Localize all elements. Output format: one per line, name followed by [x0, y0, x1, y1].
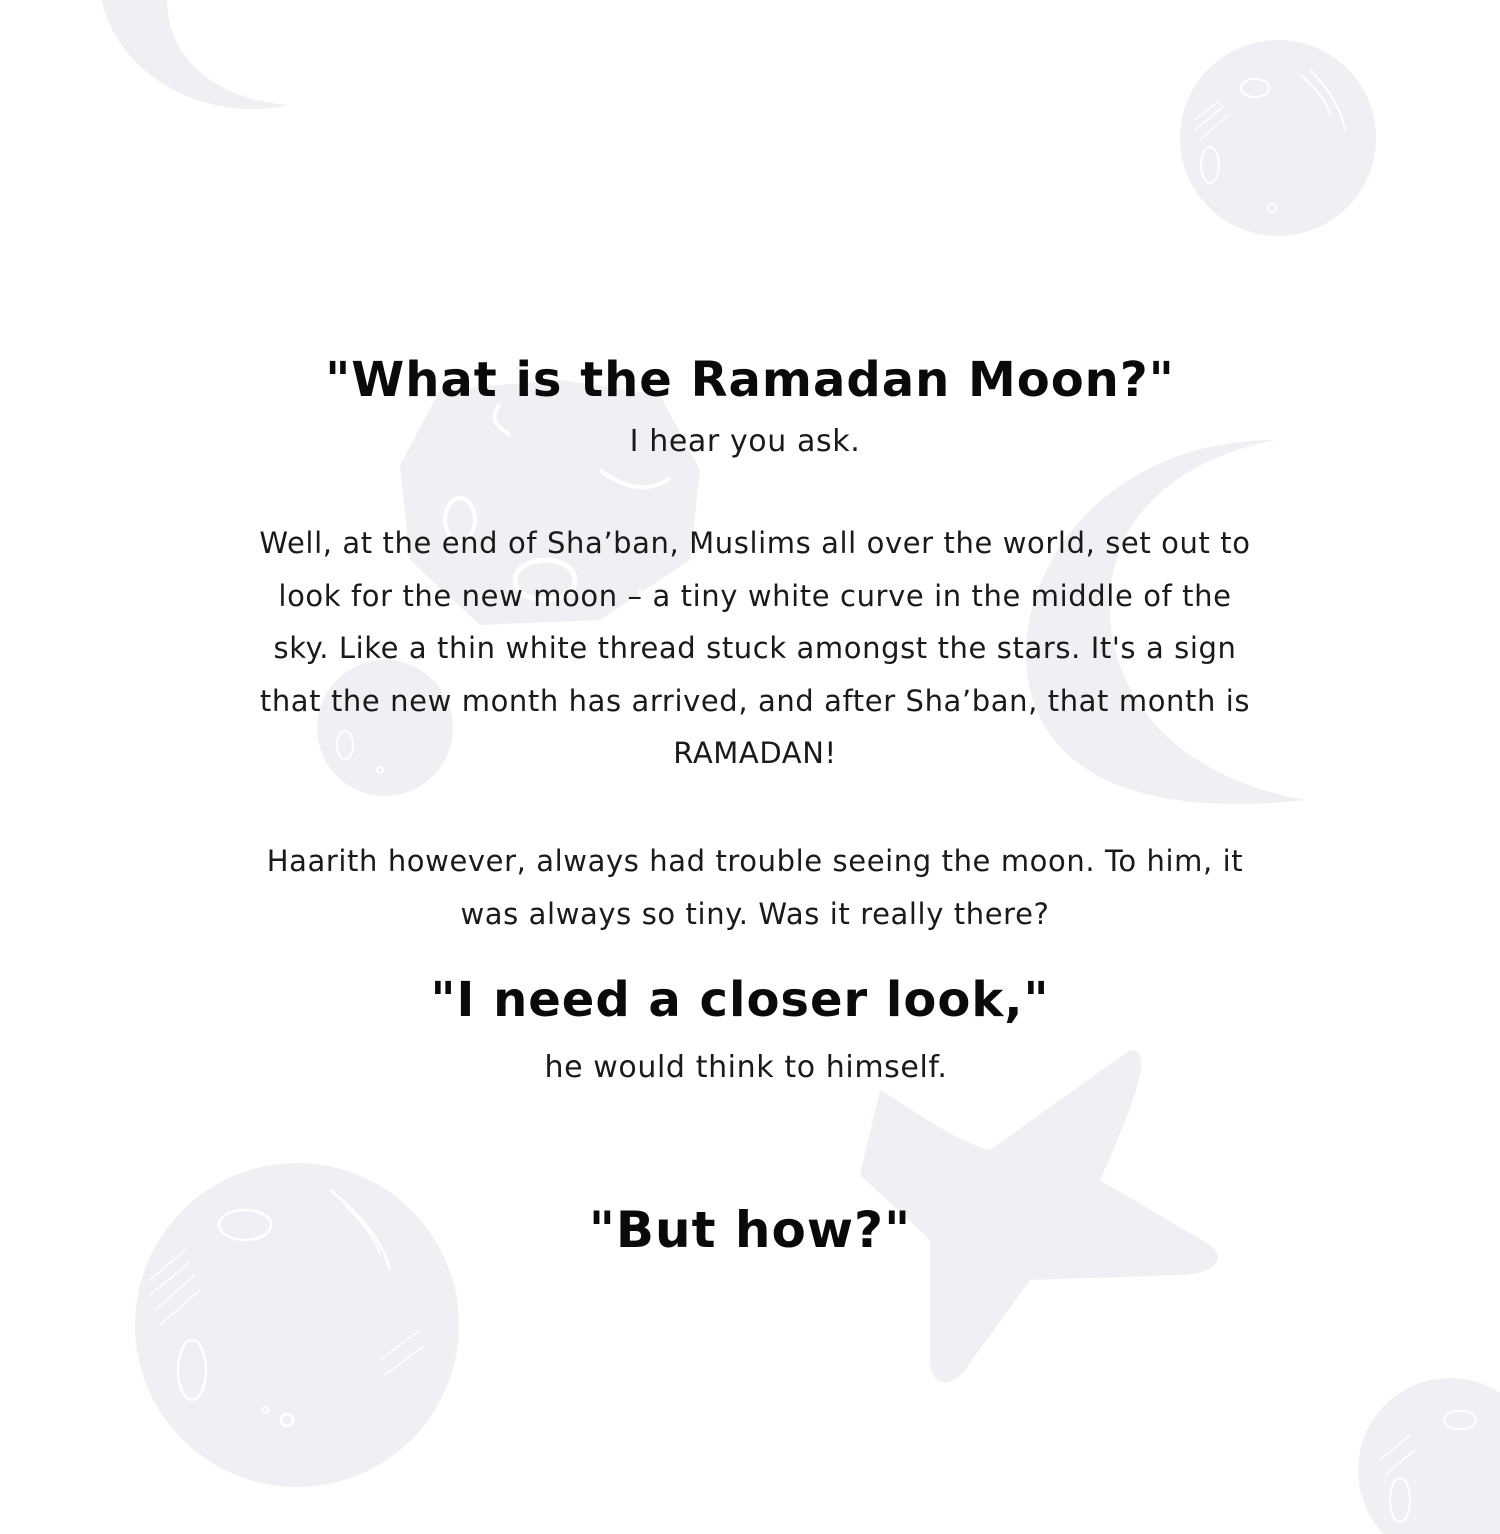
moon-sphere-icon [1180, 40, 1376, 236]
crescent-moon-icon [100, 0, 290, 109]
quote-heading: "I need a closer look," [430, 972, 1050, 1028]
moon-sphere-icon [1358, 1378, 1500, 1534]
subtitle: I hear you ask. [629, 424, 861, 459]
story-paragraph: Haarith however, always had trouble seeing the moon. To him, it was always so tiny. Was it really there? [266, 844, 1244, 931]
quote-attribution: he would think to himself. [544, 1050, 948, 1085]
closing-heading: "But how?" [588, 1201, 912, 1259]
story-paragraph: Well, at the end of Sha’ban, Muslims all over the world, set out to look for the new moon – a tiny white curve in the middle of the sky. Like a thin white thread stuck amongst the stars. It's a sign that the new month has arrived, and after Sha’ban, that month is RAMADAN! [259, 526, 1251, 770]
page-title: "What is the Ramadan Moon?" [325, 352, 1175, 408]
